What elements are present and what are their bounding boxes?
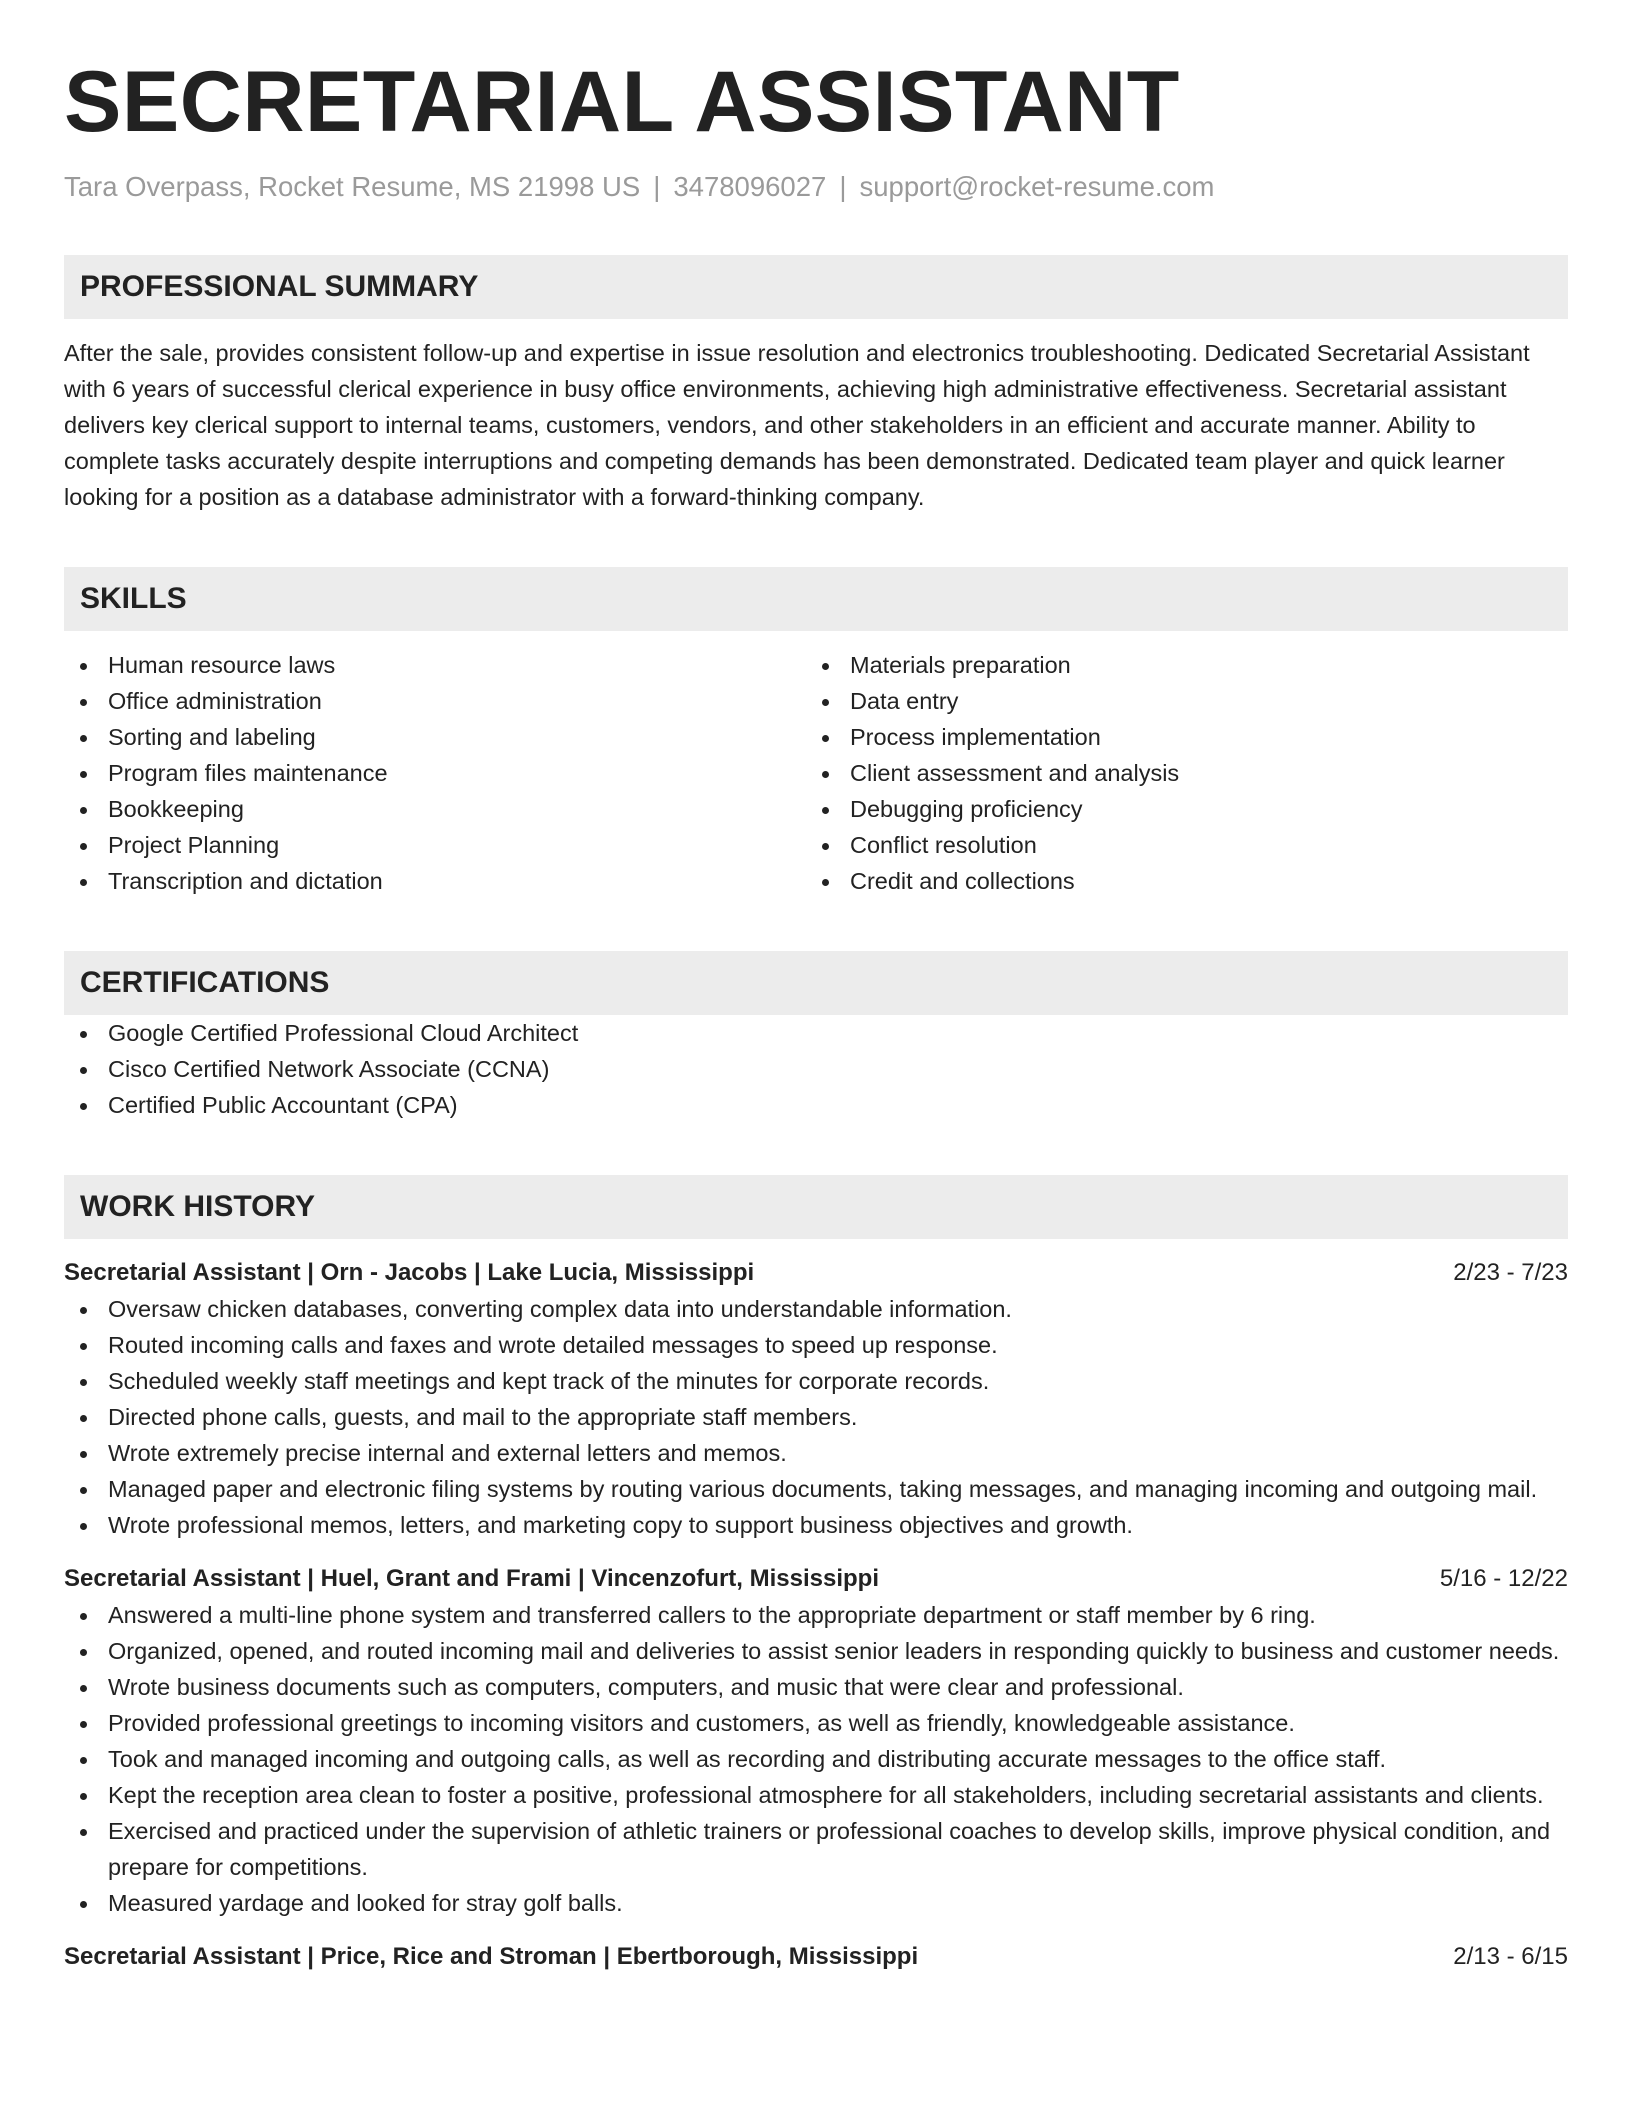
skill-item: Process implementation	[806, 719, 1548, 755]
skill-item: Office administration	[64, 683, 806, 719]
job-bullet: Kept the reception area clean to foster a positive, professional atmosphere for all stakeholders, including secretarial assistants and clients.	[64, 1777, 1568, 1813]
job-dates: 2/13 - 6/15	[1453, 1943, 1568, 1970]
job-bullet: Routed incoming calls and faxes and wrote detailed messages to speed up response.	[64, 1327, 1568, 1363]
skills-grid	[64, 647, 1568, 899]
contact-email[interactable]: support@rocket-resume.com	[859, 171, 1215, 202]
skill-item: Debugging proficiency	[806, 791, 1548, 827]
skills-left-list	[64, 647, 806, 899]
contact-line	[64, 170, 1568, 204]
skill-item: Materials preparation	[806, 647, 1548, 683]
certifications-list	[64, 1015, 1568, 1123]
job-title: Secretarial Assistant | Huel, Grant and Frami | Vincenzofurt, Mississippi	[64, 1565, 879, 1592]
job-dates: 2/23 - 7/23	[1453, 1259, 1568, 1286]
job-header	[64, 1255, 1568, 1291]
certification-item: Cisco Certified Network Associate (CCNA)	[64, 1051, 1568, 1087]
job-bullet: Scheduled weekly staff meetings and kept track of the minutes for corporate records.	[64, 1363, 1568, 1399]
job-bullet: Took and managed incoming and outgoing calls, as well as recording and distributing accurate messages to the office staff.	[64, 1741, 1568, 1777]
resume-title: SECRETARIAL ASSISTANT	[64, 54, 1180, 150]
skills-right-list	[806, 647, 1548, 899]
skill-item: Bookkeeping	[64, 791, 806, 827]
contact-address: Tara Overpass, Rocket Resume, MS 21998 US	[64, 171, 641, 202]
skill-item: Project Planning	[64, 827, 806, 863]
job-bullet: Provided professional greetings to incoming visitors and customers, as well as friendly, knowledgeable assistance.	[64, 1705, 1568, 1741]
contact-separator: |	[839, 171, 847, 202]
job-bullet: Wrote business documents such as computers, computers, and music that were clear and professional.	[64, 1669, 1568, 1705]
job-bullet-list	[64, 1291, 1568, 1543]
certification-item: Certified Public Accountant (CPA)	[64, 1087, 1568, 1123]
skill-item: Client assessment and analysis	[806, 755, 1548, 791]
job-bullet: Exercised and practiced under the supervision of athletic trainers or professional coaches to develop skills, improve physical condition, and prepare for competitions.	[64, 1813, 1568, 1885]
summary-text: After the sale, provides consistent follow-up and expertise in issue resolution and electronics troubleshooting. Dedicated Secretarial Assistant with 6 years of successful clerical experience in busy office environments, achieving high administrative effectiveness. Secretarial assistant delivers key clerical support to internal teams, customers, vendors, and other stakeholders in an efficient and accurate manner. Ability to complete tasks accurately despite interruptions and competing demands has been demonstrated. Dedicated team player and quick learner looking for a position as a database administrator with a forward-thinking company.	[64, 340, 1530, 510]
skill-item: Credit and collections	[806, 863, 1548, 899]
work-history-heading: WORK HISTORY	[64, 1175, 1568, 1239]
job-bullet: Wrote professional memos, letters, and marketing copy to support business objectives and growth.	[64, 1507, 1568, 1543]
contact-separator: |	[653, 171, 661, 202]
skill-item: Conflict resolution	[806, 827, 1548, 863]
job-header	[64, 1561, 1568, 1597]
certifications-heading: CERTIFICATIONS	[64, 951, 1568, 1015]
job-bullet: Oversaw chicken databases, converting complex data into understandable information.	[64, 1291, 1568, 1327]
skill-item: Human resource laws	[64, 647, 806, 683]
job-bullet: Answered a multi-line phone system and transferred callers to the appropriate department or staff member by 6 ring.	[64, 1597, 1568, 1633]
skills-heading: SKILLS	[64, 567, 1568, 631]
job-bullet: Wrote extremely precise internal and external letters and memos.	[64, 1435, 1568, 1471]
job-bullet: Directed phone calls, guests, and mail to the appropriate staff members.	[64, 1399, 1568, 1435]
job-bullet: Managed paper and electronic filing systems by routing various documents, taking messages, and managing incoming and outgoing mail.	[64, 1471, 1568, 1507]
job-bullet-list	[64, 1597, 1568, 1921]
job-header	[64, 1939, 1568, 1975]
job-bullet: Organized, opened, and routed incoming mail and deliveries to assist senior leaders in responding quickly to business and customer needs.	[64, 1633, 1568, 1669]
job-bullet: Measured yardage and looked for stray golf balls.	[64, 1885, 1568, 1921]
summary-heading: PROFESSIONAL SUMMARY	[64, 255, 1568, 319]
skill-item: Transcription and dictation	[64, 863, 806, 899]
skill-item: Program files maintenance	[64, 755, 806, 791]
skill-item: Data entry	[806, 683, 1548, 719]
job-title: Secretarial Assistant | Price, Rice and Stroman | Ebertborough, Mississippi	[64, 1943, 919, 1970]
job-title: Secretarial Assistant | Orn - Jacobs | Lake Lucia, Mississippi	[64, 1259, 755, 1286]
contact-phone: 3478096027	[673, 171, 827, 202]
job-dates: 5/16 - 12/22	[1439, 1565, 1568, 1592]
skill-item: Sorting and labeling	[64, 719, 806, 755]
certification-item: Google Certified Professional Cloud Architect	[64, 1015, 1568, 1051]
